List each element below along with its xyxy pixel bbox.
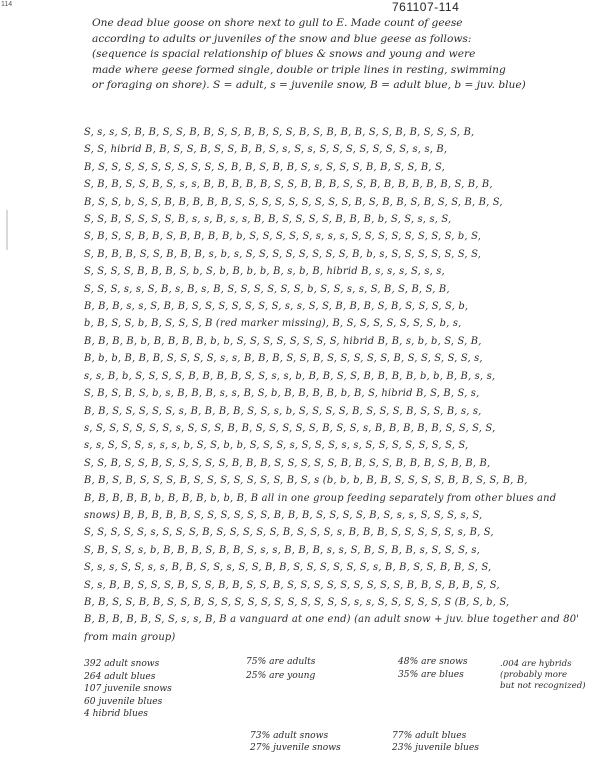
snow-age-column (250, 730, 341, 754)
tally-line: b, B, S, S, b, B, S, S, S, B (red marker missing), B, S, S, S, S, S, S, S, b, s, (84, 318, 462, 330)
intro-line: or foraging on shore). S = adult, s = juvenile snow, B = adult blue, b = juv. blue) (92, 79, 526, 92)
record-id: 761107-114 (392, 0, 460, 14)
percent-line: 23% juvenile blues (392, 743, 479, 753)
blue-age-column (392, 730, 479, 754)
percent-line: 27% juvenile snows (250, 743, 341, 753)
tally-line: B, B, B, s, s, S, B, B, S, S, S, S, S, S, S, s, s, S, S, B, B, B, S, B, S, S, S, S, b, (84, 301, 469, 313)
tally-line: B, B, B, B, B, S, S, s, s, B, B a vanguard at one end) (an adult snow + juv. blue together and 80' (84, 614, 580, 626)
goose-tally-sequence (84, 124, 582, 646)
tally-line: snows) B, B, B, B, B, S, S, S, S, S, S, B, B, B, S, S, S, S, B, S, s, s, S, S, S, s, S, (84, 509, 483, 521)
tally-line: S, B, S, S, s, b, B, B, B, S, B, B, S, s, s, B, B, B, s, s, S, B, S, B, B, s, S, S, S, s, (84, 544, 481, 556)
tally-line: B, B, S, S, S, S, S, s, B, B, B, B, S, S, s, b, S, S, S, S, B, S, S, S, B, S, S, B, s, s, (84, 405, 482, 417)
tally-line: S, S, S, S, S, s, S, S, S, B, S, S, S, S, S, B, S, S, S, s, B, B, B, S, S, S, S, S, s, B, S, (84, 527, 494, 539)
tally-line: B, B, S, S, B, B, S, S, B, S, S, S, S, S, S, S, S, S, S, S, s, s, S, S, S, S, S, S (B, S, b, S, (84, 596, 510, 608)
count-line: 107 juvenile snows (84, 684, 172, 694)
tally-line: S, S, B, S, S, S, S, B, s, s, B, s, s, B, B, S, S, S, S, B, B, B, b, S, S, s, s, S, (84, 214, 452, 226)
count-line: 4 hibrid blues (84, 709, 148, 719)
intro-paragraph (92, 16, 580, 94)
percent-line: 35% are blues (398, 670, 464, 680)
tally-line: S, B, B, B, S, S, B, B, B, s, b, s, S, S, S, S, S, S, S, S, B, b, s, S, S, S, S, S, S, S, (84, 248, 482, 260)
count-line: 264 adult blues (84, 671, 156, 682)
tally-line: S, s, B, B, S, S, S, B, S, S, B, B, S, S, B, S, S, S, S, S, S, S, S, S, B, B, S, B, B, S, S, (84, 579, 500, 591)
hybrid-note-column (500, 659, 586, 692)
tally-line: S, S, S, S, B, B, B, S, b, S, b, B, b, b, B, s, b, B, hibrid B, s, s, s, S, s, s, (84, 266, 445, 278)
tally-line: B, B, S, B, S, S, S, B, S, S, S, S, S, S, S, B, S, s (b, b, b, B, B, S, S, S, S, B, B, S, S, B, B, (84, 475, 528, 487)
percent-line: 73% adult snows (250, 731, 329, 741)
percent-line: 75% are adults (246, 657, 316, 667)
hybrid-line: .004 are hybrids (500, 659, 572, 669)
count-line: 60 juvenile blues (84, 696, 163, 707)
percent-line: 25% are young (246, 671, 316, 681)
count-column (84, 658, 172, 721)
tally-line: S, B, S, S, B, B, S, B, B, B, B, b, S, S, S, S, S, s, s, s, S, S, S, S, S, S, S, S, b, S, (84, 231, 482, 243)
count-line: 392 adult snows (84, 659, 160, 669)
tally-line: from main group) (84, 631, 176, 643)
tally-line: S, B, B, S, S, B, S, s, s, B, B, B, B, B, S, S, B, B, B, S, S, B, B, B, B, B, B, S, B, B, (84, 179, 493, 191)
tally-line: s, s, B, b, S, S, S, S, B, B, B, B, S, S, s, s, b, B, B, S, S, B, B, B, B, b, b, B, B, s, s, (84, 370, 496, 382)
intro-line: made where geese formed single, double or triple lines in resting, swimming (92, 63, 506, 76)
corner-page-mark: 114 (1, 1, 13, 8)
percent-line: 77% adult blues (392, 731, 467, 741)
age-split-column (246, 655, 315, 683)
percent-line: 48% are snows (398, 657, 468, 667)
summary-notes (84, 654, 584, 764)
tally-line: B, S, S, S, S, S, S, S, S, S, S, B, B, S, B, B, S, s, S, S, S, B, B, S, S, B, S, (84, 161, 445, 173)
tally-line: S, S, B, S, S, B, S, S, S, S, S, B, B, B, S, S, S, S, S, B, B, S, S, B, B, B, S, B, B, B, (84, 457, 491, 469)
species-split-column (398, 656, 468, 682)
intro-line: (sequence is spacial relationship of blues & snows and young and were (92, 48, 476, 61)
hybrid-line: (probably more (500, 670, 568, 680)
intro-line: One dead blue goose on shore next to gull to E. Made count of geese (92, 17, 463, 29)
tally-line: B, B, B, B, b, B, B, B, B, b, b, S, S, S, S, S, S, S, S, hibrid B, B, s, b, b, S, S, B, (84, 335, 482, 347)
margin-smudge (6, 210, 8, 250)
hybrid-line: but not recognized) (500, 681, 586, 691)
tally-line: S, S, S, s, s, S, B, s, B, s, B, S, S, S, S, S, S, b, S, S, s, s, S, B, S, B, S, B, (84, 283, 450, 295)
intro-line: according to adults or juveniles of the snow and blue geese as follows: (92, 32, 472, 45)
tally-line: S, S, hibrid B, B, S, S, B, S, S, B, B, S, s, S, s, S, S, S, S, S, S, S, s, s, B, (84, 144, 448, 156)
tally-line: S, B, S, B, S, b, s, B, B, B, s, s, B, S, b, B, B, B, B, b, B, S, hibrid B, S, B, S, s, (84, 388, 480, 400)
tally-line: S, s, s, S, B, B, S, S, B, B, S, S, B, B, S, S, B, S, B, B, B, S, S, B, B, S, S, S, B, (84, 127, 475, 138)
tally-line: B, S, S, b, S, S, B, B, B, B, B, S, S, S, S, S, S, S, S, S, B, S, B, B, S, B, S, S, B, B, S, (84, 196, 503, 208)
tally-line: s, s, S, S, S, s, s, s, b, S, S, b, b, S, S, S, s, S, S, S, s, s, S, S, S, S, S, S, S, S, (84, 440, 469, 452)
tally-line: B, B, B, B, B, b, B, B, B, b, b, B, B all in one group feeding separately from other blues and (84, 492, 557, 504)
tally-line: s, S, S, S, S, S, S, s, S, S, S, B, B, S, S, S, S, S, B, S, S, s, B, B, B, B, B, S, S, S, S, (84, 422, 496, 434)
tally-line: B, b, b, B, B, B, S, S, S, S, s, s, B, B, B, S, S, B, S, S, S, S, S, B, S, S, S, S, S, s, (84, 353, 483, 365)
tally-line: S, s, s, S, S, s, s, B, B, S, S, s, S, S, B, B, S, S, S, S, S, S, s, B, B, S, S, B, B, S, S, (84, 562, 492, 574)
